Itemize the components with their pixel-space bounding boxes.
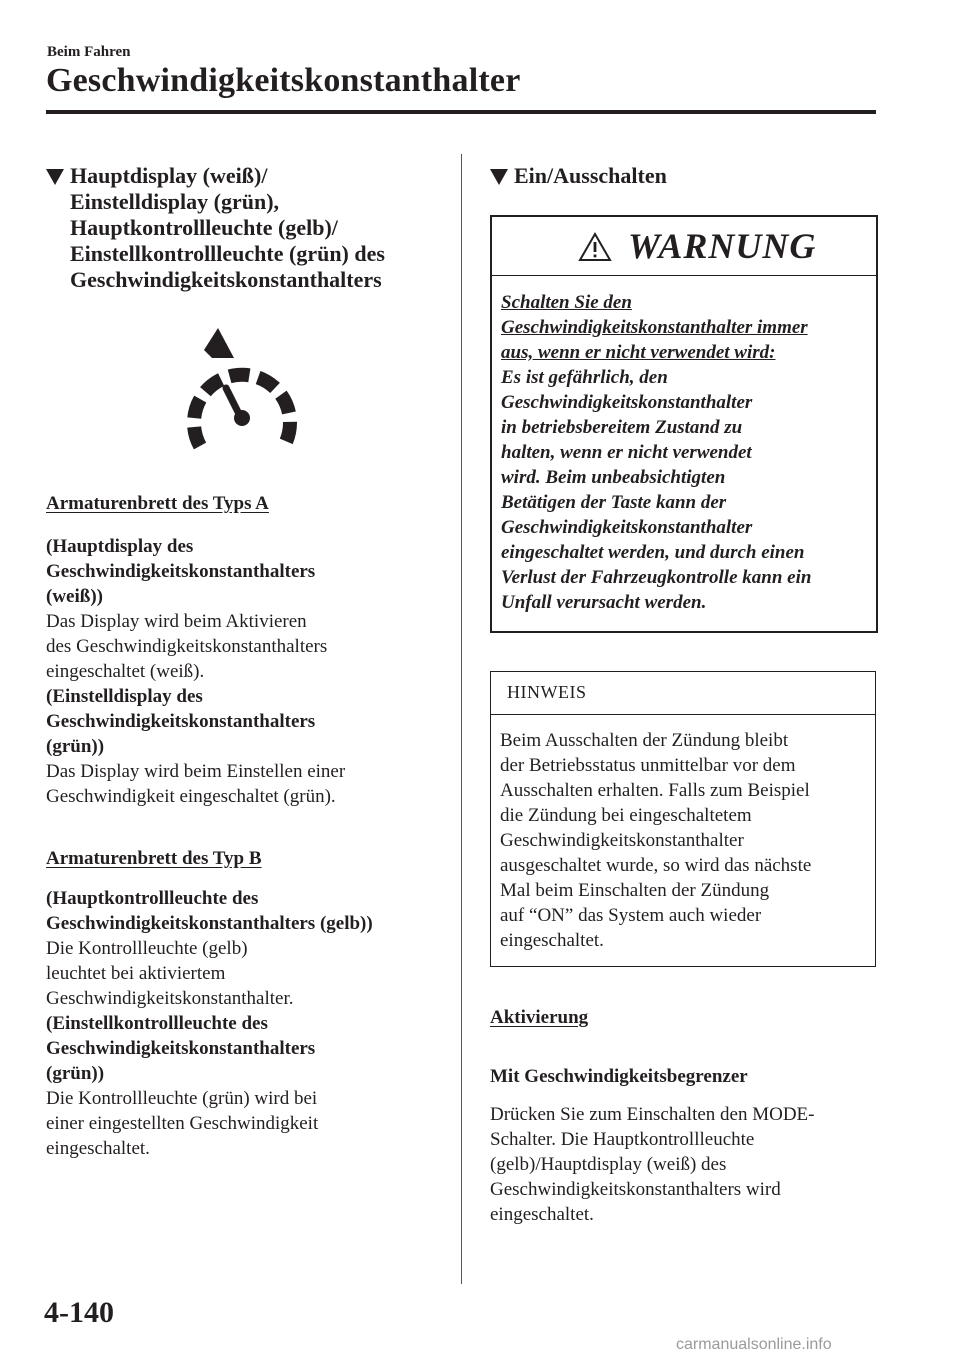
- note-title: HINWEIS: [507, 682, 587, 702]
- header-rule: [46, 110, 876, 114]
- activation-text: Drücken Sie zum Einschalten den MODE- Schalter. Die Hauptkontrollleuchte (gelb)/Hauptdisplay (weiß) des Geschwindigkeitskonstanthalters wird eingeschaltet.: [490, 1104, 815, 1225]
- page-title: Geschwindigkeitskonstanthalter: [46, 62, 521, 99]
- right-section-heading: Ein/Ausschalten: [490, 163, 870, 189]
- warning-triangle-icon: [578, 232, 612, 267]
- page-number: 4-140: [44, 1296, 114, 1329]
- typeB-item1-text: Die Kontrollleuchte (gelb) leuchtet bei aktiviertem Geschwindigkeitskonstanthalter.: [46, 938, 294, 1009]
- note-text: Beim Ausschalten der Zündung bleibt der Betriebsstatus unmittelbar vor dem Ausschalten erhalten. Falls zum Beispiel die Zündung bei eingeschaltetem Geschwindigkeitskonstanthalter ausgeschaltet wurde, so wird das nächste Mal beim Einschalten der Zündung auf “ON” das System auch wieder eingeschaltet.: [500, 730, 812, 951]
- typeB-item2-title: (Einstellkontrollleuchte des Geschwindigkeitskonstanthalters (grün)): [46, 1013, 316, 1084]
- note-box: [490, 671, 876, 967]
- note-header: [491, 672, 875, 715]
- typeB-item1-title: (Hauptkontrollleuchte des Geschwindigkeitskonstanthalters (gelb)): [46, 888, 373, 934]
- warning-title: WARNUNG: [628, 226, 817, 266]
- warning-text: [501, 290, 871, 615]
- watermark: carmanualsonline.info: [676, 1336, 832, 1353]
- typeA-title: Armaturenbrett des Typs A: [46, 493, 269, 514]
- typeA-item1-title: (Hauptdisplay des Geschwindigkeitskonstanthalters (weiß)): [46, 536, 316, 607]
- left-section-heading: Hauptdisplay (weiß)/ Einstelldisplay (grün), Hauptkontrollleuchte (gelb)/ Einstellkontrollleuchte (grün) des Geschwindigkeitskonstanthalters: [46, 163, 456, 293]
- activation-subtitle: Mit Geschwindigkeitsbegrenzer: [490, 1066, 748, 1087]
- warning-body-text: Es ist gefährlich, den Geschwindigkeitskonstanthalter in betriebsbereitem Zustand zu halten, wenn er nicht verwendet wird. Beim unbeabsichtigten Betätigen der Taste kann der Geschwindigkeitskonstanthalter eingeschaltet werden, und durch einen Verlust der Fahrzeugkontrolle kann ein Unfall verursacht werden.: [501, 367, 812, 613]
- warning-header: [492, 217, 876, 276]
- typeA-item2-text: Das Display wird beim Einstellen einer Geschwindigkeit eingeschaltet (grün).: [46, 761, 346, 807]
- section-label: Beim Fahren: [47, 44, 131, 60]
- heading-triangle-icon: [46, 169, 64, 185]
- heading-triangle-icon: [490, 169, 508, 185]
- column-divider: [461, 154, 462, 1284]
- typeA-item1-text: Das Display wird beim Aktivieren des Geschwindigkeitskonstanthalters eingeschaltet (weiß).: [46, 611, 328, 682]
- warning-box: [490, 215, 878, 633]
- typeA-item2-title: (Einstelldisplay des Geschwindigkeitskonstanthalters (grün)): [46, 686, 316, 757]
- warning-underlined-text: Schalten Sie den Geschwindigkeitskonstanthalter immer aus, wenn er nicht verwendet wird:: [501, 292, 808, 363]
- typeB-title: Armaturenbrett des Typ B: [46, 848, 262, 869]
- cruise-control-indicator-icon: [186, 328, 298, 461]
- activation-title: Aktivierung: [490, 1007, 589, 1028]
- typeB-item2-text: Die Kontrollleuchte (grün) wird bei einer eingestellten Geschwindigkeit eingeschaltet.: [46, 1088, 319, 1159]
